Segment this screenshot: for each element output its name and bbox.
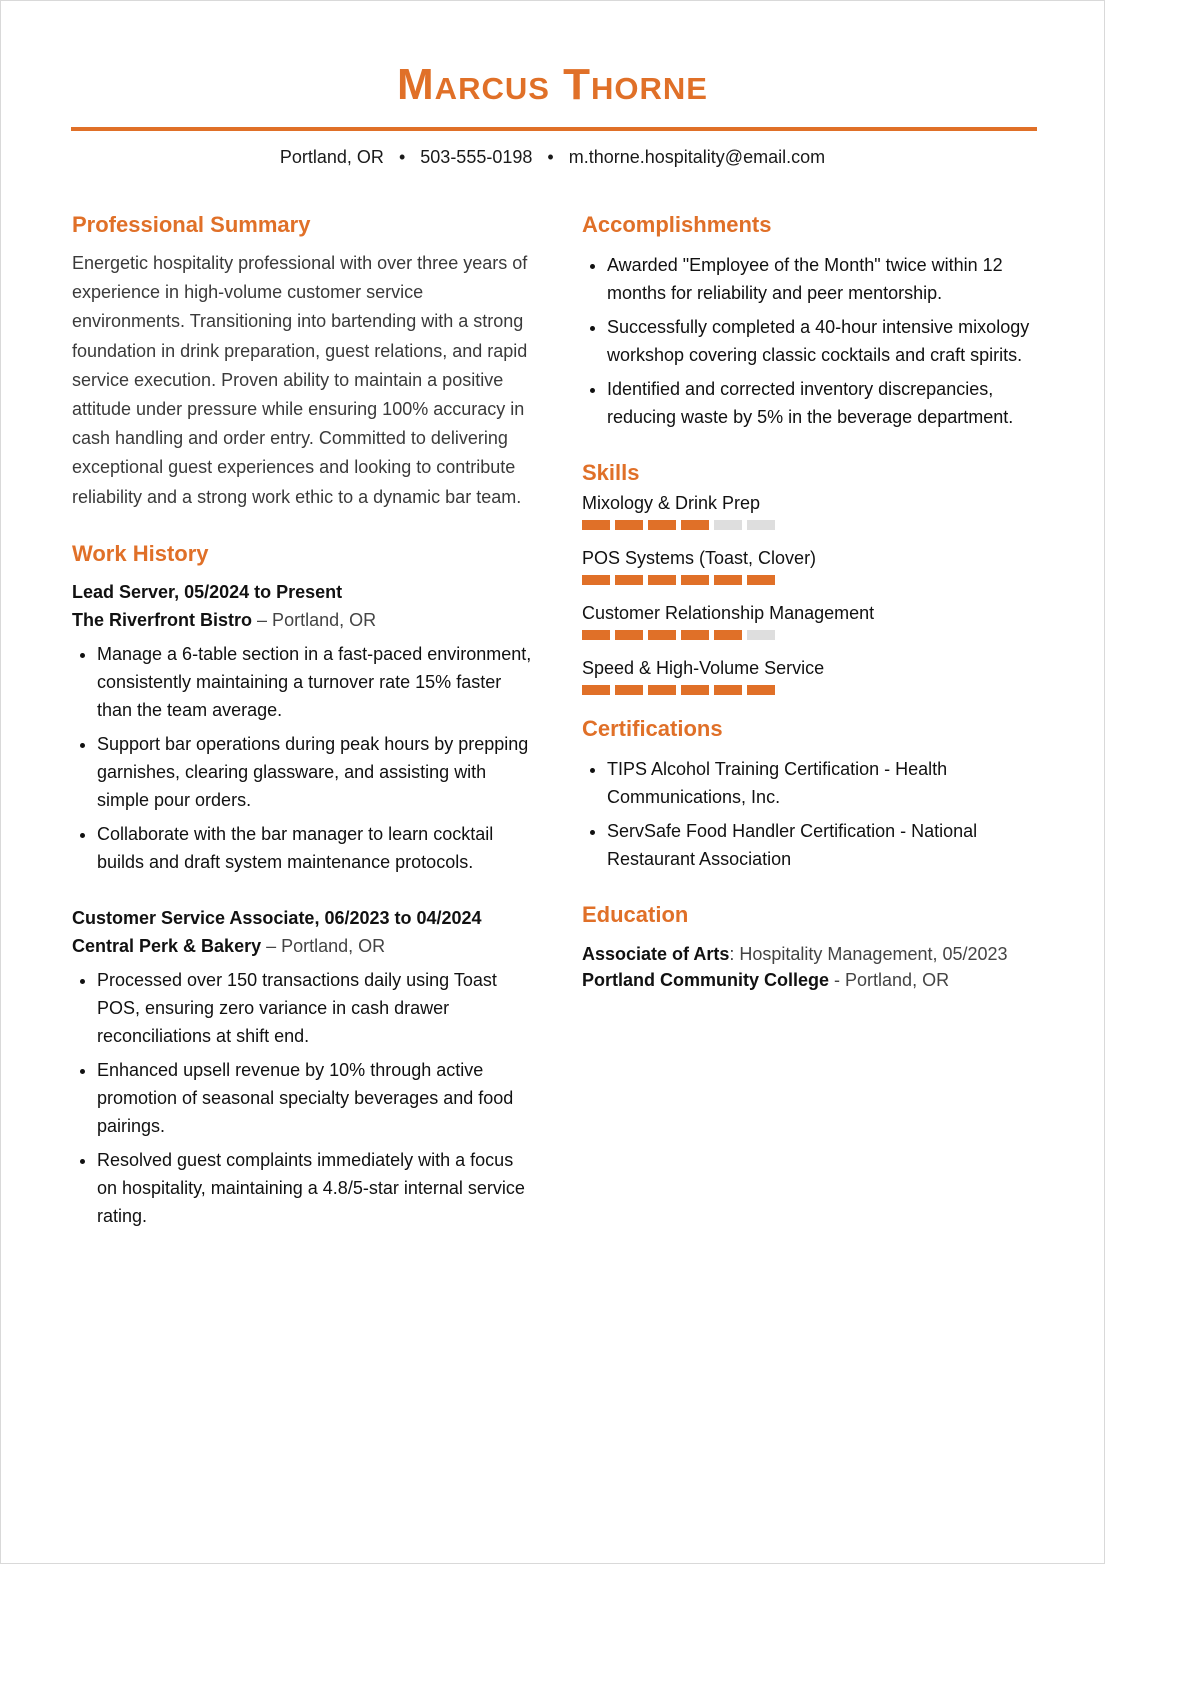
education-school: Portland Community College [582, 970, 830, 990]
accomplishments-heading: Accomplishments [582, 212, 772, 237]
job-duty: • Enhanced upsell revenue by 10% through active promotion of seasonal specialty beverages and food pairings. [97, 1056, 532, 1140]
skill-level-bar [582, 575, 1042, 585]
skill-level-segment-empty [714, 520, 742, 530]
work-history-heading: Work History [72, 540, 209, 566]
skill-name: Mixology & Drink Prep [582, 493, 761, 513]
skill-name: Customer Relationship Management [582, 603, 875, 623]
skill-level-segment-filled [582, 575, 610, 585]
skill-level-segment-filled [615, 630, 643, 640]
contact-phone: 503-555-0198 [420, 147, 533, 167]
education-heading: Education [582, 902, 689, 927]
skill-level-segment-filled [747, 685, 775, 695]
skill-level-segment-empty [747, 630, 775, 640]
education-school-location: - Portland, OR [829, 970, 950, 990]
education-field: : Hospitality Management, 05/2023 [729, 944, 1008, 964]
skill-level-segment-filled [582, 520, 610, 530]
skill-level-segment-filled [714, 575, 742, 585]
right-column [582, 209, 1042, 993]
skill-level-bar [582, 685, 1042, 695]
job-employer: Central Perk & Bakery [72, 935, 262, 956]
certifications-list [582, 755, 1042, 873]
skill-level-segment-filled [714, 685, 742, 695]
job-employer: The Riverfront Bistro [72, 609, 253, 630]
contact-location: Portland, OR [279, 147, 384, 167]
skill-level-segment-filled [648, 630, 676, 640]
job-duty: • Processed over 150 transactions daily using Toast POS, ensuring zero variance in cash drawer reconciliations at shift end. [97, 966, 532, 1050]
skill-name: Speed & High-Volume Service [582, 658, 825, 678]
skill-level-segment-filled [747, 575, 775, 585]
job-duty: • Collaborate with the bar manager to learn cocktail builds and draft system maintenance protocols. [97, 820, 532, 876]
skill-level-segment-filled [582, 630, 610, 640]
accomplishment-item: • Identified and corrected inventory discrepancies, reducing waste by 5% in the beverage department. [607, 375, 1042, 431]
education-degree: Associate of Arts [582, 944, 730, 964]
contact-separator: • [398, 147, 406, 167]
skill-item [582, 491, 1042, 530]
skill-name: POS Systems (Toast, Clover) [582, 548, 817, 568]
summary-text: Energetic hospitality professional with over three years of experience in high-volume customer service environments. Transitioning into bartending with a strong foundation in drink preparation, guest relations, and rapid service execution. Proven ability to maintain a positive attitude under pressure while ensuring 100% accuracy in cash handling and order entry. Committed to delivering exceptional guest experiences and looking to contribute reliability and a strong work ethic to a dynamic bar team. [72, 253, 528, 507]
skill-level-segment-filled [648, 520, 676, 530]
job-title: Customer Service Associate, 06/2023 to 04/2024 [72, 907, 482, 928]
job-employer-line [72, 606, 532, 634]
job-duty: • Resolved guest complaints immediately with a focus on hospitality, maintaining a 4.8/5-star internal service rating. [97, 1146, 532, 1230]
education-entry [582, 941, 1042, 993]
job-employer-line [72, 932, 532, 960]
skill-level-segment-filled [648, 685, 676, 695]
contact-separator: • [547, 147, 554, 167]
contact-email: m.thorne.hospitality@email.com [568, 147, 826, 167]
accomplishments-list [582, 251, 1042, 431]
contact-line [1, 146, 1104, 168]
skill-level-bar [582, 630, 1042, 640]
skill-level-segment-filled [714, 630, 742, 640]
certification-item: • TIPS Alcohol Training Certification - Health Communications, Inc. [607, 755, 1042, 811]
skill-level-segment-filled [615, 575, 643, 585]
job-duty: • Manage a 6-table section in a fast-paced environment, consistently maintaining a turnover rate 15% faster than the team average. [97, 640, 532, 724]
skill-level-segment-filled [681, 685, 709, 695]
skill-level-segment-filled [615, 520, 643, 530]
skill-item [582, 601, 1042, 640]
job-entry [72, 578, 532, 876]
skill-level-segment-empty [747, 520, 775, 530]
job-location: – Portland, OR [257, 609, 377, 630]
job-entry [72, 904, 532, 1230]
job-duties [72, 966, 532, 1230]
skill-level-segment-filled [681, 575, 709, 585]
skill-item [582, 656, 1042, 695]
skill-level-segment-filled [648, 575, 676, 585]
skills-heading: Skills [582, 460, 640, 485]
skills-list [582, 491, 1042, 695]
summary-heading: Professional Summary [72, 212, 311, 237]
skill-level-segment-filled [582, 685, 610, 695]
certifications-heading: Certifications [582, 716, 723, 741]
education-degree-line [582, 941, 1042, 967]
skill-level-segment-filled [681, 520, 709, 530]
job-title: Lead Server, 05/2024 to Present [72, 581, 343, 602]
job-location: – Portland, OR [266, 935, 386, 956]
skill-level-bar [582, 520, 1042, 530]
job-duty: • Support bar operations during peak hours by prepping garnishes, clearing glassware, and assisting with simple pour orders. [97, 730, 532, 814]
skill-level-segment-filled [615, 685, 643, 695]
job-duties [72, 640, 532, 876]
skill-item [582, 546, 1042, 585]
skill-level-segment-filled [681, 630, 709, 640]
accomplishment-item: • Awarded "Employee of the Month" twice within 12 months for reliability and peer mentorship. [607, 251, 1042, 307]
accomplishment-item: • Successfully completed a 40-hour intensive mixology workshop covering classic cocktails and craft spirits. [607, 313, 1042, 369]
candidate-name: Marcus Thorne [397, 60, 708, 109]
left-column [72, 209, 532, 1236]
certification-item: • ServSafe Food Handler Certification - National Restaurant Association [607, 817, 1042, 873]
education-school-line [582, 967, 1042, 993]
header-divider [71, 127, 1037, 131]
